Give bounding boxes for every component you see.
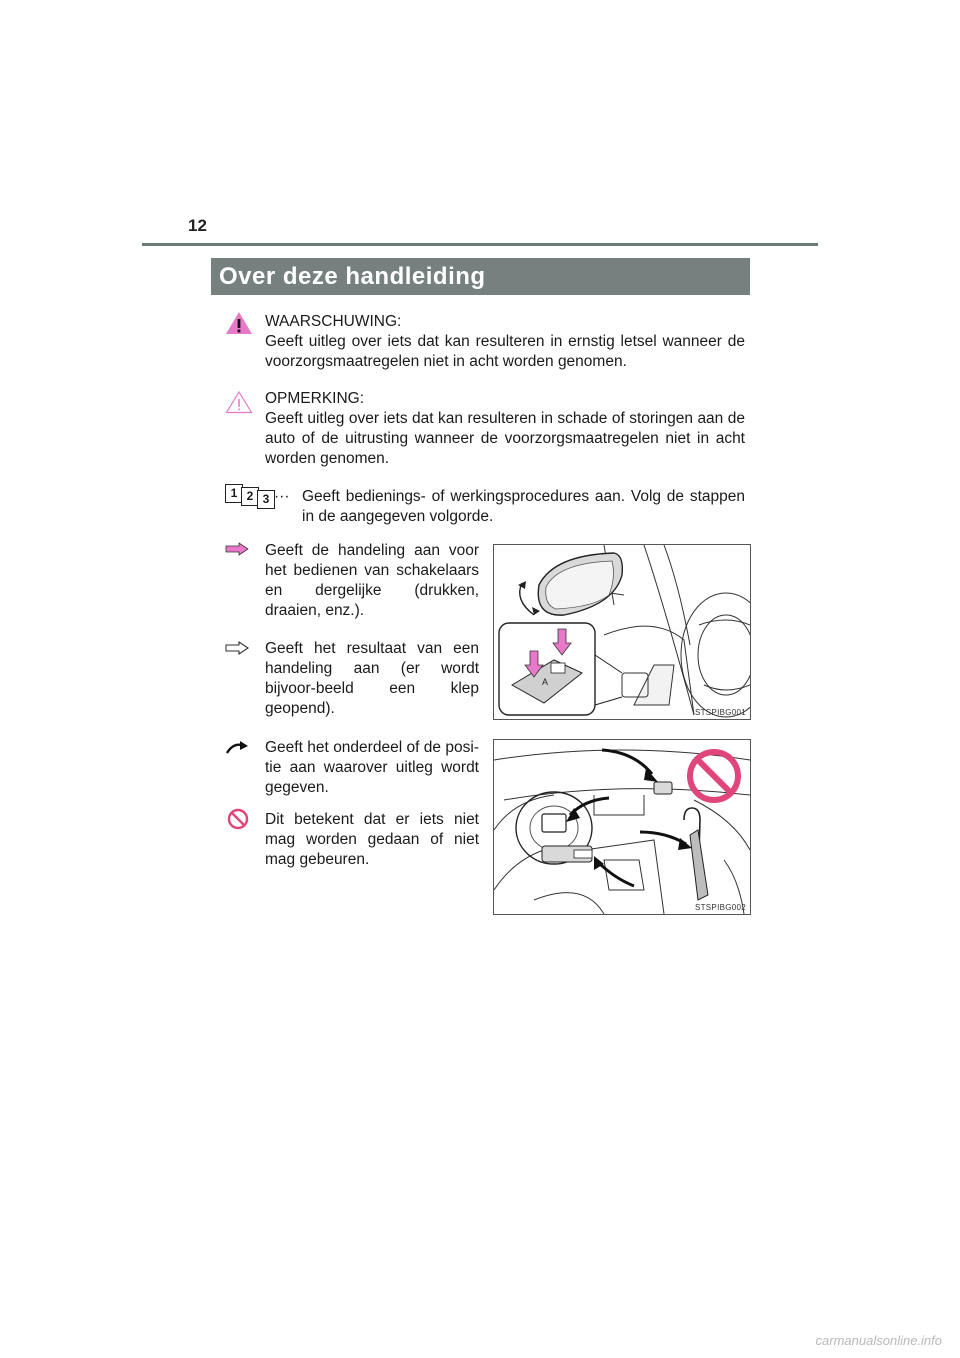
warning-block xyxy=(265,312,745,372)
dashboard-figure xyxy=(493,739,751,915)
footer-watermark: carmanualsonline.info xyxy=(815,1333,942,1348)
svg-text:A: A xyxy=(542,677,549,687)
mirror-switch-illustration xyxy=(494,545,750,719)
figure-code: STSPIBG001 xyxy=(694,708,746,717)
figure-code: STSPIBG002 xyxy=(694,903,746,912)
warning-label: WAARSCHUWING: xyxy=(265,313,402,330)
symbol-result-text: Geeft het resultaat van een handeling aan (er wordt bijvoor-beeld een klep geopend). xyxy=(265,640,479,717)
symbol-operation-text: Geeft de handeling aan voor het bedienen van schakelaars en dergelijke (drukken, draaien, enz.). xyxy=(265,542,479,619)
notice-text: Geeft uitleg over iets dat kan resulteren in schade of storingen aan de auto of de uitrusting wanneer de voorzorgsmaatregelen niet in acht worden genomen. xyxy=(265,410,745,467)
top-rule xyxy=(142,243,818,246)
section-title: Over deze handleiding xyxy=(211,258,750,295)
outline-arrow-icon xyxy=(225,641,249,655)
step-number: 2 xyxy=(241,487,259,506)
notice-outline-triangle-icon xyxy=(225,390,253,414)
steps-ellipsis: ··· xyxy=(274,488,290,505)
warning-text: Geeft uitleg over iets dat kan resulteren in ernstig letsel wanneer de voorzorgsmaatregelen niet in acht worden genomen. xyxy=(265,333,745,370)
mirror-switch-figure xyxy=(493,544,751,720)
symbol-prohibition-text: Dit betekent dat er iets niet mag worden gedaan of niet mag gebeuren. xyxy=(265,811,479,868)
notice-label: OPMERKING: xyxy=(265,390,365,407)
page-number: 12 xyxy=(188,216,207,235)
steps-text: Geeft bedienings- of werkingsprocedures aan. Volg de stappen in de aangegeven volgorde. xyxy=(302,488,745,525)
pink-arrow-icon xyxy=(225,542,249,556)
step-number: 1 xyxy=(225,484,243,503)
curved-pointer-arrow-icon xyxy=(225,740,249,754)
warning-solid-triangle-icon xyxy=(225,311,253,335)
prohibition-icon xyxy=(227,808,249,830)
dashboard-illustration xyxy=(494,740,750,914)
symbol-position-text: Geeft het onderdeel of de posi-tie aan waarover uitleg wordt gegeven. xyxy=(265,739,479,796)
notice-block xyxy=(265,389,745,469)
step-number: 3 xyxy=(257,490,275,509)
